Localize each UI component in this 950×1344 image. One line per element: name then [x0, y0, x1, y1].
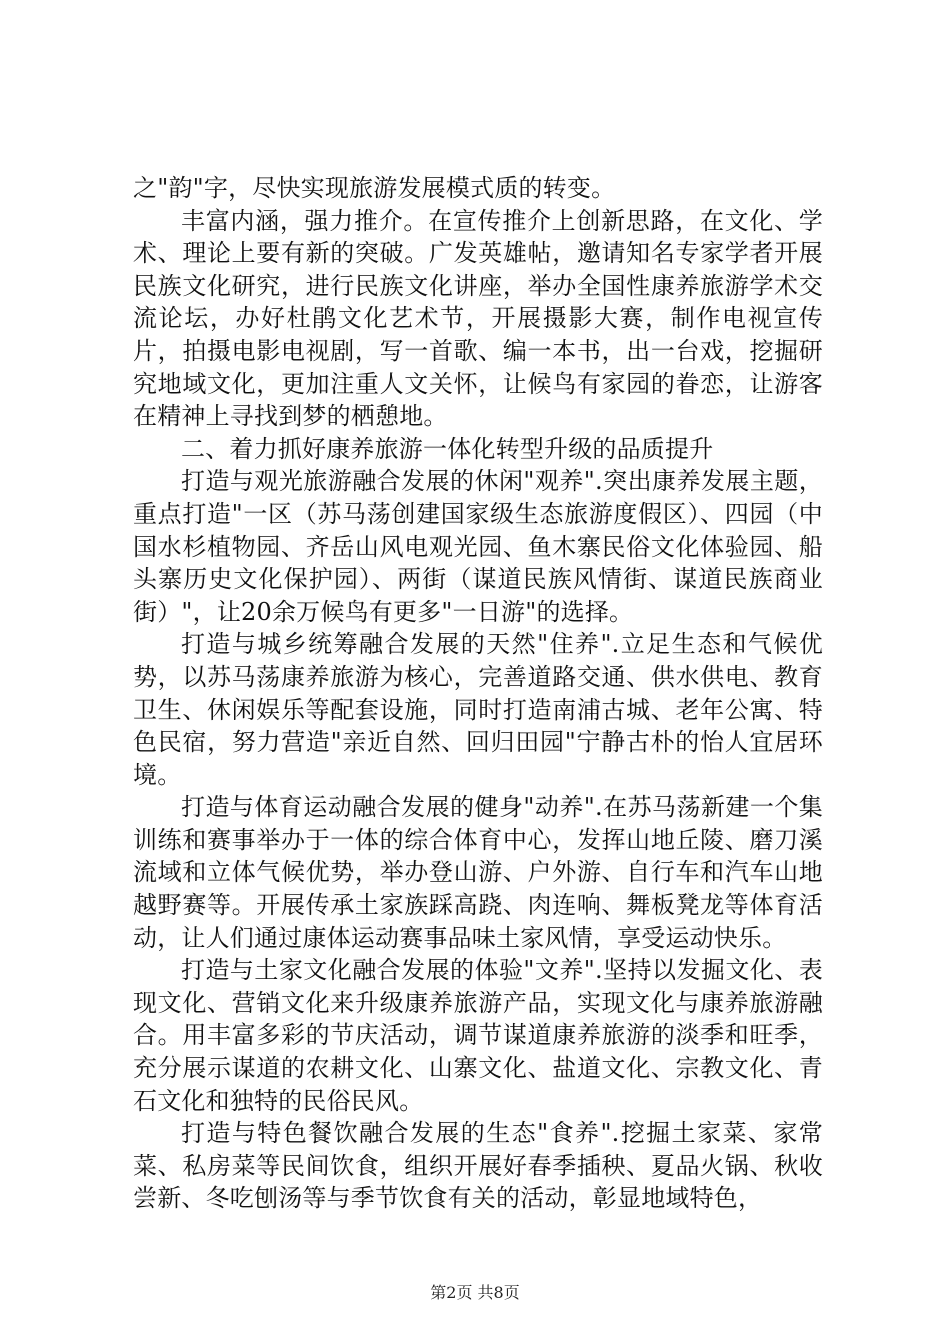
paragraph-sports: 打造与体育运动融合发展的健身"动养".在苏马荡新建一个集训练和赛事举办于一体的综合体育中心，发挥山地丘陵、磨刀溪流域和立体气候优势，举办登山游、户外游、自行车和汽车山地越野赛等。开展传承土家族踩高跷、肉连响、舞板凳龙等体育活动，让人们通过康体运动赛事品味土家风情，享受运动快乐。	[133, 793, 823, 952]
section-heading: 二、着力抓好康养旅游一体化转型升级的品质提升	[181, 434, 714, 463]
paragraph-food: 打造与特色餐饮融合发展的生态"食养".挖掘土家菜、家常菜、私房菜等民间饮食，组织开展好春季插秧、夏品火锅、秋收尝新、冬吃刨汤等与季节饮食有关的活动，彰显地域特色，	[133, 1119, 823, 1213]
paragraph-culture: 打造与土家文化融合发展的体验"文养".坚持以发掘文化、表现文化、营销文化来升级康养旅游产品，实现文化与康养旅游融合。用丰富多彩的节庆活动，调节谋道康养旅游的淡季和旺季，充分展示谋道的农耕文化、山寨文化、盐道文化、宗教文化、青石文化和独特的民俗民风。	[133, 956, 823, 1115]
paragraph-living: 打造与城乡统筹融合发展的天然"住养".立足生态和气候优势，以苏马荡康养旅游为核心，完善道路交通、供水供电、教育卫生、休闲娱乐等配套设施，同时打造南浦古城、老年公寓、特色民宿，努力营造"亲近自然、回归田园"宁静古朴的怡人宜居环境。	[133, 630, 823, 789]
body-text	[133, 172, 823, 1215]
paragraph-continuation: 之"韵"字，尽快实现旅游发展模式质的转变。	[133, 174, 616, 202]
page-number-footer: 第2页 共8页	[430, 1283, 520, 1302]
paragraph-sightseeing: 打造与观光旅游融合发展的休闲"观养".突出康养发展主题，重点打造"一区（苏马荡创建国家级生态旅游度假区）、四园（中国水杉植物园、齐岳山风电观光园、鱼木寨民俗文化体验园、船头寨历史文化保护园）、两街（谋道民族风情街、谋道民族商业街）"，让20余万候鸟有更多"一日游"的选择。	[133, 467, 823, 626]
paragraph-promotion: 丰富内涵，强力推介。在宣传推介上创新思路，在文化、学术、理论上要有新的突破。广发英雄帖，邀请知名专家学者开展民族文化研究，进行民族文化讲座，举办全国性康养旅游学术交流论坛，办好杜鹃文化艺术节，开展摄影大赛，制作电视宣传片，拍摄电影电视剧，写一首歌、编一本书，出一台戏，挖掘研究地域文化，更加注重人文关怀，让候鸟有家园的眷恋，让游客在精神上寻找到梦的栖憩地。	[133, 206, 823, 431]
